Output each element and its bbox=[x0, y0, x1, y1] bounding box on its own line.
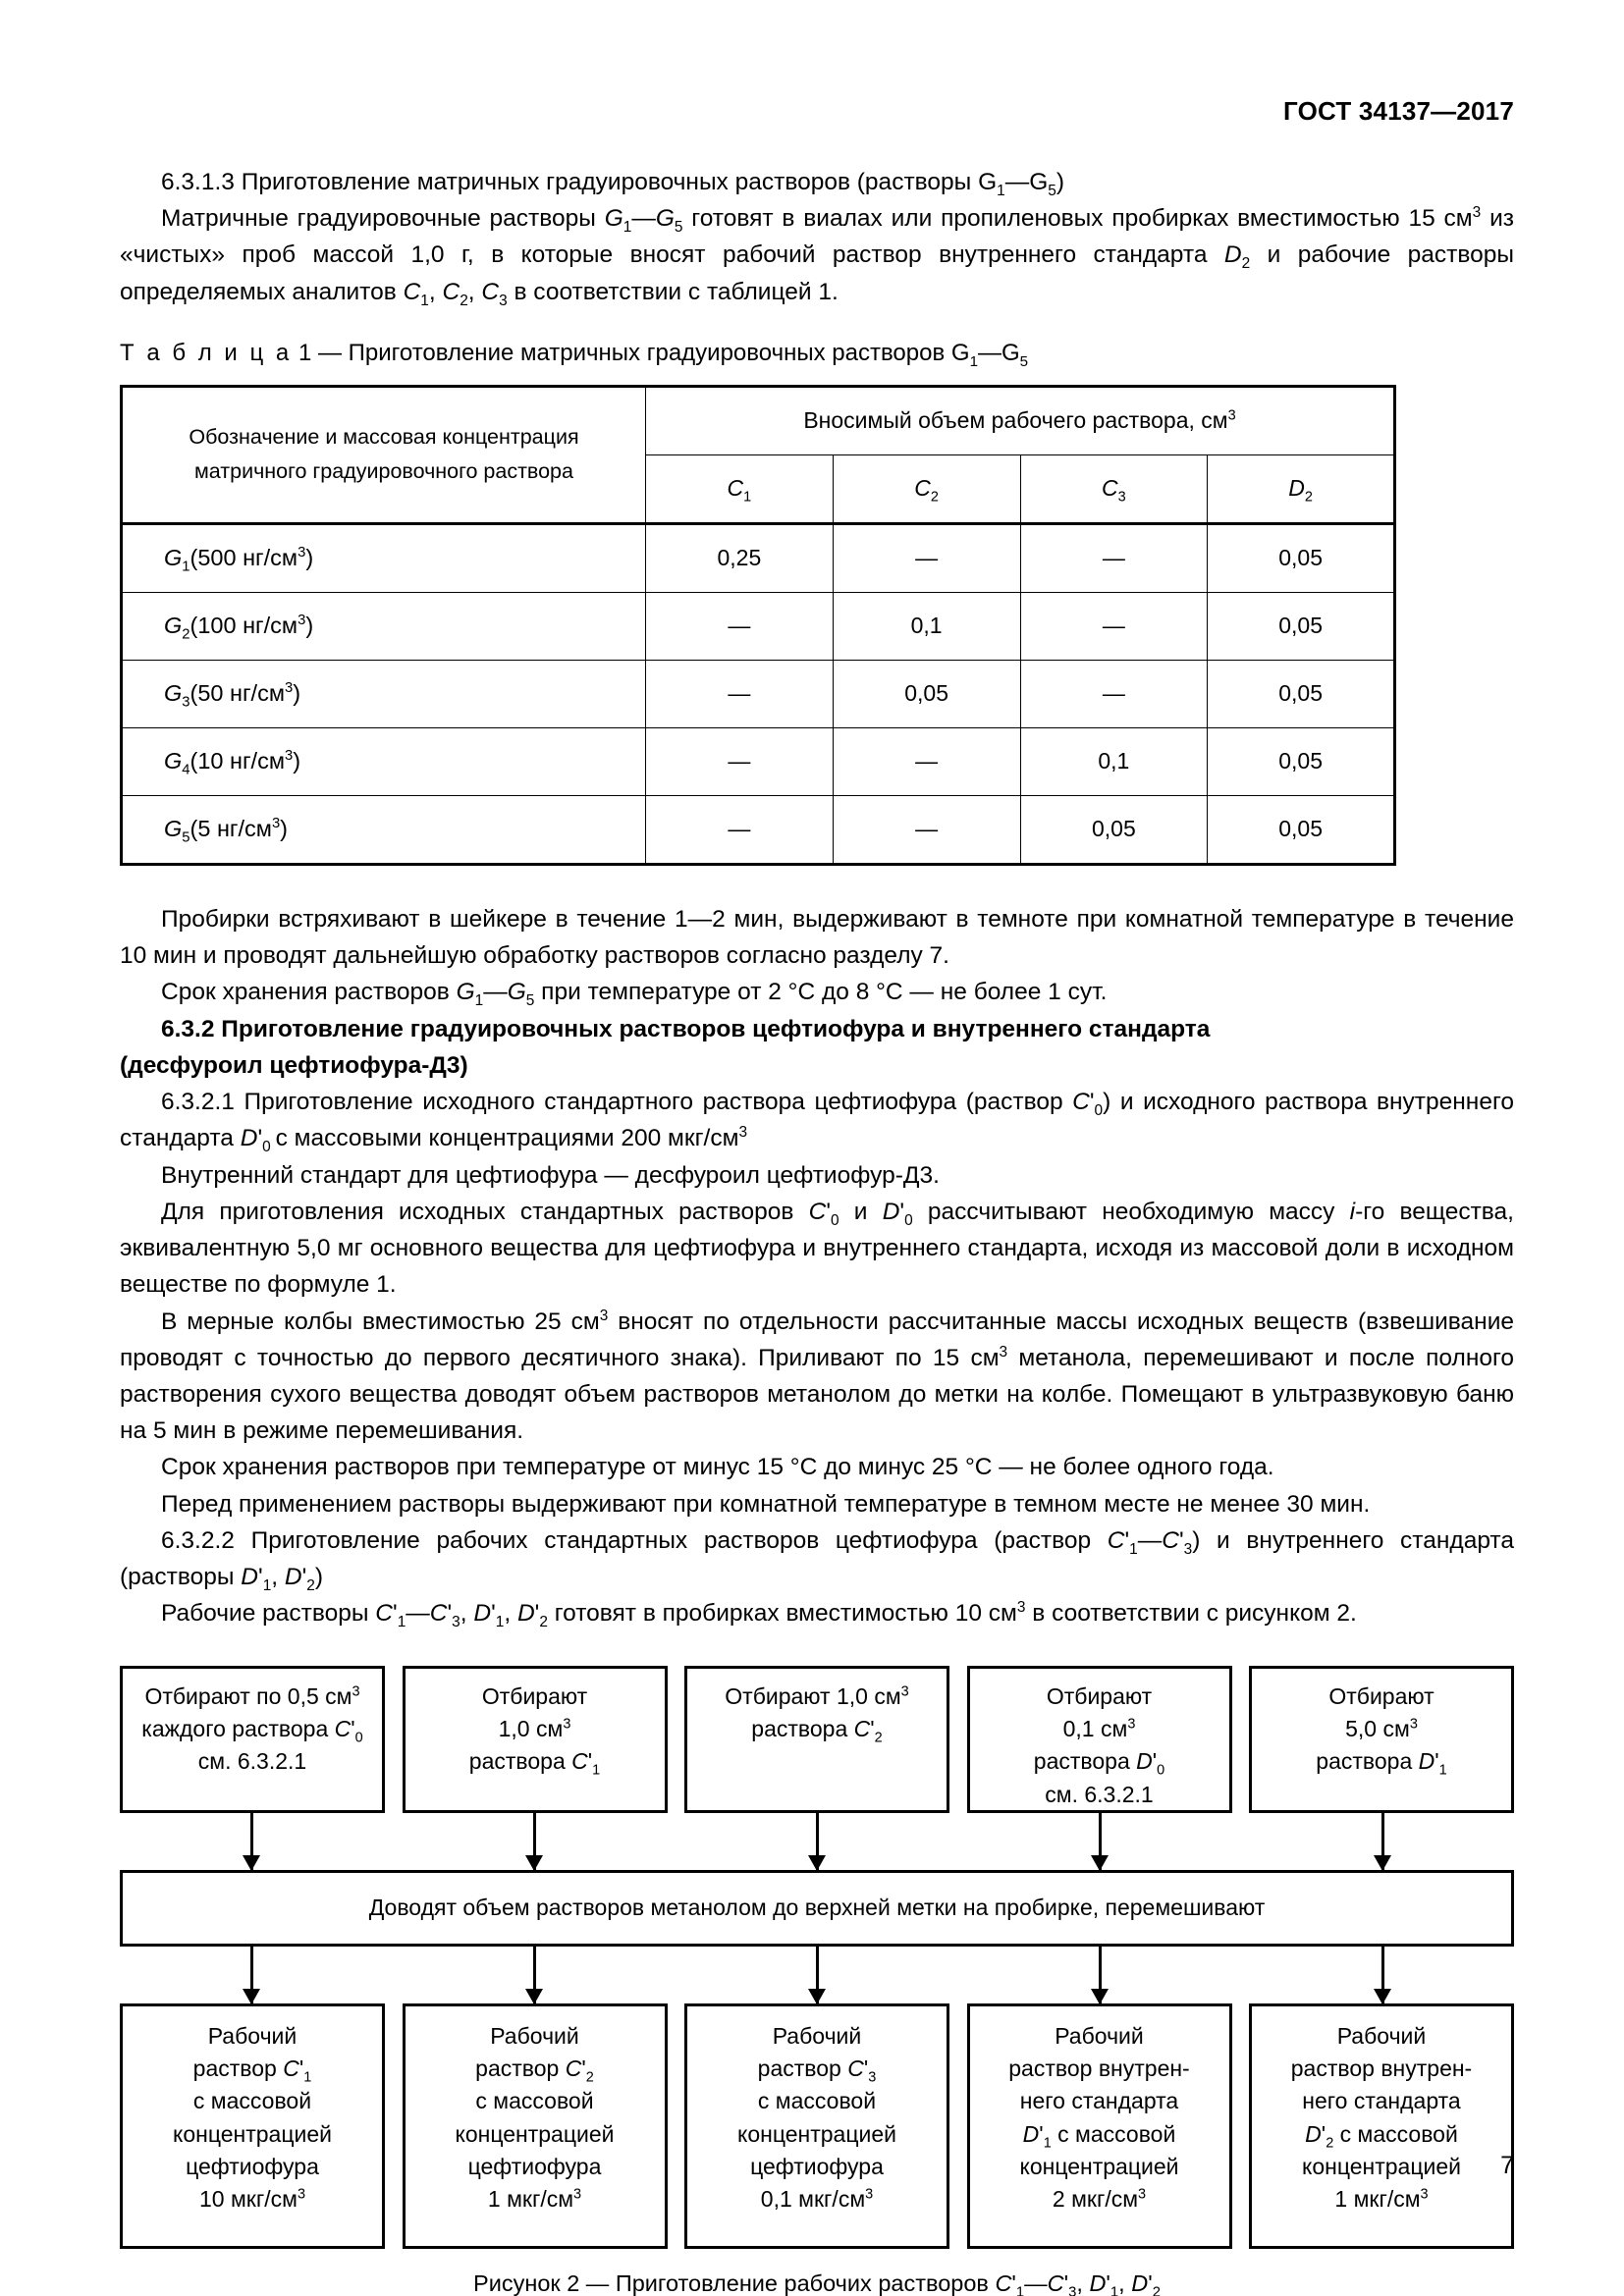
row-4-close: ) bbox=[293, 748, 301, 774]
table-header-c3-sub: 3 bbox=[1117, 490, 1126, 507]
table-header-c3 bbox=[1020, 454, 1208, 523]
row-2-sup: 3 bbox=[298, 613, 306, 629]
table-header-designation bbox=[122, 386, 646, 523]
table-row-5-c2: — bbox=[833, 795, 1020, 864]
heading-632-line-a: 6.3.2 Приготовление градуировочных растворов цефтиофура и внутреннего стандарта bbox=[161, 1015, 1211, 1042]
row-3-symbol: G bbox=[164, 680, 183, 707]
table-header-row-1 bbox=[122, 386, 1395, 454]
table-header-c2 bbox=[833, 454, 1020, 523]
flowchart-box-take-c0: Отбирают по 0,5 $см^3$ каждого раствора $C'_0$ см. 6.3.2.1 bbox=[120, 1666, 385, 1813]
paragraph-internal-standard: Внутренний стандарт для цефтиофура — десфуроил цефтиофур-Д3. bbox=[161, 1161, 940, 1189]
heading-sub-g5: 5 bbox=[1048, 182, 1056, 199]
row-2-conc: (100 нг/см bbox=[189, 613, 298, 639]
table-header-group-sup: 3 bbox=[1227, 407, 1236, 424]
arrow-down-icon bbox=[250, 1947, 253, 2003]
section-heading-6-3-2 bbox=[120, 1011, 1514, 1084]
arrow-down-icon bbox=[533, 1813, 536, 1870]
table-row-2-label bbox=[122, 592, 646, 660]
paragraph-6-3-2-2: 6.3.2.2 Приготовление рабочих стандартных растворов цефтиофура (раствор $C'_1—C'_3$) и внутреннего стандарта (растворы $D'_1$, $D'_2$) bbox=[120, 1526, 1514, 1595]
table-row-3-c3: — bbox=[1020, 660, 1208, 727]
table-row-5-label bbox=[122, 795, 646, 864]
row-5-symbol: G bbox=[164, 816, 183, 842]
table-row-5-c3: 0,05 bbox=[1020, 795, 1208, 864]
flowchart-arrows-down-to-results bbox=[120, 1947, 1514, 2003]
table-header-d2-sub: 2 bbox=[1304, 490, 1313, 507]
paragraph-6-3-2-1: 6.3.2.1 Приготовление исходного стандартного раствора цефтиофура (раствор $C'_0$) и исходного раствора внутреннего стандарта $D'_0$ с массовыми концентрациями 200 мкг/$см^3$ bbox=[120, 1089, 1514, 1156]
row-5-conc: (5 нг/см bbox=[189, 816, 272, 842]
table-caption-sub-1: 1 bbox=[969, 352, 978, 370]
table-row-2-c1: — bbox=[646, 592, 834, 660]
row-3-conc: (50 нг/см bbox=[189, 680, 285, 707]
document-standard-header: ГОСТ 34137—2017 bbox=[1283, 96, 1514, 126]
row-2-symbol: G bbox=[164, 613, 183, 639]
flowchart-box-dilute-with-methanol: Доводят объем растворов метанолом до верхней метки на пробирке, перемешивают bbox=[120, 1870, 1514, 1947]
flowchart-box-take-c2: Отбирают 1,0 $см^3$ раствора $C'_2$ bbox=[684, 1666, 949, 1813]
row-4-sup: 3 bbox=[285, 748, 294, 765]
table-row-4-c1: — bbox=[646, 727, 834, 795]
row-5-close: ) bbox=[280, 816, 288, 842]
flowchart-arrows-down-to-mix bbox=[120, 1813, 1514, 1870]
table-header-c3-symbol: C bbox=[1102, 475, 1118, 502]
paragraph-storage-temperature: Срок хранения растворов при температуре от минус 15 °С до минус 25 °С — не более одного года. bbox=[161, 1454, 1274, 1481]
table-1-matrix-calibration-solutions bbox=[120, 385, 1396, 866]
flowchart-box-take-d1: Отбирают 5,0 $см^3$ раствора $D'_1$ bbox=[1249, 1666, 1514, 1813]
table-row-1-label bbox=[122, 523, 646, 592]
table-row-4-c3: 0,1 bbox=[1020, 727, 1208, 795]
paragraph-working-solutions: Рабочие растворы $C'_1—C'_3$, $D'_1$, $D'_2$ готовят в пробирках вместимостью 10 $см^3$ в соответствии с рисунком 2. bbox=[161, 1599, 1357, 1631]
row-1-sub: 1 bbox=[182, 560, 190, 576]
arrow-down-icon bbox=[1099, 1813, 1102, 1870]
paragraph-before-use: Перед применением растворы выдерживают при комнатной температуре в темном месте не менее 30 мин. bbox=[161, 1490, 1371, 1518]
table-header-designation-line1: Обозначение и массовая концентрация bbox=[189, 424, 579, 449]
table-row bbox=[122, 795, 1395, 864]
table-header-c1-symbol: C bbox=[727, 475, 744, 502]
section-heading-6-3-1-3 bbox=[120, 164, 1514, 200]
table-caption-number: 1 bbox=[298, 339, 312, 366]
table-caption bbox=[120, 310, 1514, 385]
table-header-c1-sub: 1 bbox=[743, 490, 752, 507]
table-header-designation-line2: матричного градуировочного раствора bbox=[194, 459, 573, 484]
arrow-down-icon bbox=[1099, 1947, 1102, 2003]
row-2-close: ) bbox=[305, 613, 314, 639]
row-4-conc: (10 нг/см bbox=[189, 748, 285, 774]
heading-sub-g1: 1 bbox=[997, 182, 1005, 199]
figure-2-caption: Рисунок 2 — Приготовление рабочих растворов $C'_1—C'_3$, $D'_1$, $D'_2$ bbox=[473, 2269, 1161, 2296]
table-caption-sub-5: 5 bbox=[1019, 352, 1029, 370]
row-3-sub: 3 bbox=[182, 695, 190, 712]
arrow-down-icon bbox=[250, 1813, 253, 1870]
section-heading-text: 6.3.1.3 Приготовление матричных градуировочных растворов (растворы G bbox=[161, 169, 998, 195]
row-2-sub: 2 bbox=[182, 627, 190, 644]
row-1-conc: (500 нг/см bbox=[189, 545, 298, 571]
table-row-5-d2: 0,05 bbox=[1208, 795, 1395, 864]
heading-dash-g: —G bbox=[1004, 169, 1049, 195]
row-1-close: ) bbox=[305, 545, 314, 571]
page-number: 7 bbox=[1500, 2152, 1514, 2179]
table-row-2-c3: — bbox=[1020, 592, 1208, 660]
table-row-4-label bbox=[122, 727, 646, 795]
paragraph-storage-g: Срок хранения растворов $G_1—G_5$ при температуре от 2 °С до 8 °С — не более 1 сут. bbox=[161, 979, 1108, 1010]
arrow-down-icon bbox=[816, 1947, 819, 2003]
table-row-1-c3: — bbox=[1020, 523, 1208, 592]
flowchart-box-result-c2: Рабочий раствор $C'_2$ с массовой концентрацией цефтиофура 1 мкг/$см^3$ bbox=[403, 2003, 668, 2249]
flowchart-box-result-d1: Рабочий раствор внутрен- него стандарта $D'_1$ с массовой концентрацией 2 мкг/$см^3$ bbox=[967, 2003, 1232, 2249]
table-row bbox=[122, 660, 1395, 727]
paragraph-shake: Пробирки встряхивают в шейкере в течение 1—2 мин, выдерживают в темноте при комнатной температуре в течение 10 мин и проводят дальнейшую обработку растворов согласно разделу 7. bbox=[120, 905, 1514, 970]
arrow-down-icon bbox=[816, 1813, 819, 1870]
row-1-symbol: G bbox=[164, 545, 183, 571]
table-row-4-c2: — bbox=[833, 727, 1020, 795]
figure-2-flowchart bbox=[120, 1666, 1514, 2296]
row-5-sub: 5 bbox=[182, 830, 190, 847]
heading-632-line-b: (десфуроил цефтиофура-Д3) bbox=[120, 1051, 468, 1079]
table-row bbox=[122, 592, 1395, 660]
table-row-2-d2: 0,05 bbox=[1208, 592, 1395, 660]
table-caption-dash: —G bbox=[977, 339, 1020, 366]
paragraph-mass-calculation: Для приготовления исходных стандартных растворов $C'_0$ и $D'_0$ рассчитывают необходимую массу i-го вещества, эквивалентную 5,0 мг основного вещества для цефтиофура и внутреннего стандарта, исходя из массовой доли в исходном веществе по формуле 1. bbox=[120, 1198, 1514, 1299]
flowchart-top-row bbox=[120, 1666, 1514, 1813]
table-header-c2-sub: 2 bbox=[930, 490, 939, 507]
table-row-3-c2: 0,05 bbox=[833, 660, 1020, 727]
table-row bbox=[122, 727, 1395, 795]
table-header-group-text: Вносимый объем рабочего раствора, см bbox=[803, 407, 1228, 434]
row-4-sub: 4 bbox=[182, 763, 190, 779]
table-row-3-label bbox=[122, 660, 646, 727]
flowchart-bottom-row bbox=[120, 2003, 1514, 2249]
row-5-sup: 3 bbox=[271, 816, 281, 832]
table-row-1-d2: 0,05 bbox=[1208, 523, 1395, 592]
heading-tail: ) bbox=[1056, 169, 1065, 195]
paragraph-flasks: В мерные колбы вместимостью 25 $см^3$ вносят по отдельности рассчитанные массы исходных веществ (взвешивание проводят с точностью до первого десятичного знака). Приливают по 15 $см^3$ метанола, перемешивают и после полного растворения сухого вещества доводят объем растворов метанолом до метки на колбе. Помещают в ультразвуковую баню на 5 мин в режиме перемешивания. bbox=[120, 1307, 1515, 1445]
table-row-5-c1: — bbox=[646, 795, 834, 864]
table-header-c2-symbol: C bbox=[914, 475, 931, 502]
table-header-d2-symbol: D bbox=[1288, 475, 1305, 502]
table-header-group-volume bbox=[646, 386, 1395, 454]
flowchart-box-result-c1: Рабочий раствор $C'_1$ с массовой концентрацией цефтиофура 10 мкг/$см^3$ bbox=[120, 2003, 385, 2249]
table-row-1-c1: 0,25 bbox=[646, 523, 834, 592]
arrow-down-icon bbox=[533, 1947, 536, 2003]
table-row-1-c2: — bbox=[833, 523, 1020, 592]
table-header-c1 bbox=[646, 454, 834, 523]
table-caption-label: Т а б л и ц а bbox=[120, 339, 293, 366]
flowchart-box-result-c3: Рабочий раствор $C'_3$ с массовой концентрацией цефтиофура 0,1 мкг/$см^3$ bbox=[684, 2003, 949, 2249]
flowchart-box-take-d0: Отбирают 0,1 $см^3$ раствора $D'_0$ см. 6.3.2.1 bbox=[967, 1666, 1232, 1813]
table-row-3-c1: — bbox=[646, 660, 834, 727]
table-row-2-c2: 0,1 bbox=[833, 592, 1020, 660]
flowchart-box-take-c1: Отбирают 1,0 $см^3$ раствора $C'_1$ bbox=[403, 1666, 668, 1813]
row-3-close: ) bbox=[293, 680, 301, 707]
table-header-d2 bbox=[1208, 454, 1395, 523]
page-content bbox=[120, 0, 1514, 2296]
table-caption-text: — Приготовление матричных градуировочных растворов G bbox=[317, 339, 970, 366]
arrow-down-icon bbox=[1381, 1947, 1384, 2003]
flowchart-box-result-d2: Рабочий раствор внутрен- него стандарта $D'_2$ с массовой концентрацией 1 мкг/$см^3$ bbox=[1249, 2003, 1514, 2249]
row-1-sup: 3 bbox=[298, 545, 306, 561]
table-row-4-d2: 0,05 bbox=[1208, 727, 1395, 795]
table-row-3-d2: 0,05 bbox=[1208, 660, 1395, 727]
paragraph-matrix-solutions: Матричные градуировочные растворы $G_1—G_5$ готовят в виалах или пропиленовых пробирках вместимостью 15 $см^3$ из «чистых» проб массой 1,0 г, в которые вносят рабочий раствор внутреннего стандарта $D_2$ и рабочие растворы определяемых аналитов $C_1$, $C_2$, $C_3$ в соответствии с таблицей 1. bbox=[120, 204, 1514, 309]
row-3-sup: 3 bbox=[285, 680, 294, 697]
arrow-down-icon bbox=[1381, 1813, 1384, 1870]
table-row bbox=[122, 523, 1395, 592]
row-4-symbol: G bbox=[164, 748, 183, 774]
